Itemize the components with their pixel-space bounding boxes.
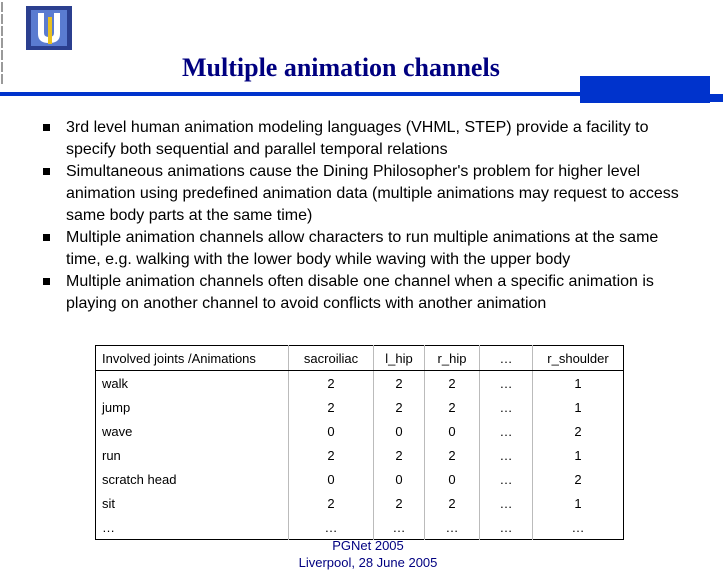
table-cell: jump: [102, 399, 131, 415]
table-row: [96, 371, 624, 396]
square-bullet-icon: [43, 278, 50, 285]
table-cell: walk: [102, 375, 129, 391]
table-cell: 2: [289, 395, 374, 419]
table-cell: …: [374, 515, 425, 540]
table-cell: 1: [533, 371, 624, 396]
square-bullet-icon: [43, 168, 50, 175]
table-cell: 2: [374, 443, 425, 467]
table-row: [96, 467, 624, 491]
table-cell: …: [533, 515, 624, 540]
joints-animation-table: [95, 345, 624, 540]
table-cell: …: [480, 443, 533, 467]
table-cell: …: [480, 371, 533, 396]
bullet-item: Simultaneous animations cause the Dining Philosopher's problem for higher level animation using predefined animation data (multiple animations may request to access same body parts at the same time): [36, 161, 696, 227]
bullet-item: Multiple animation channels often disable one channel when a specific animation is playing on another channel to avoid conflicts with another animation: [36, 271, 696, 315]
table-cell: 2: [289, 491, 374, 515]
table-cell: …: [480, 491, 533, 515]
table-header-cell: r_shoulder: [533, 346, 624, 371]
slide-title: Multiple animation channels: [182, 53, 500, 82]
table-cell: 2: [533, 467, 624, 491]
table-cell: 2: [425, 395, 480, 419]
table-cell: wave: [102, 423, 133, 439]
table-cell: …: [480, 395, 533, 419]
table-cell: 0: [289, 419, 374, 443]
slide-footer: [268, 537, 468, 571]
title-accent-block: [580, 76, 710, 103]
table-cell: 0: [289, 467, 374, 491]
footer-event: PGNet 2005: [332, 538, 404, 553]
table-header-cell: r_hip: [425, 346, 480, 371]
university-logo-icon: [22, 0, 78, 54]
table-cell: sit: [102, 495, 115, 511]
bullet-item: 3rd level human animation modeling languages (VHML, STEP) provide a facility to specify both sequential and parallel temporal relations: [36, 117, 696, 161]
table-cell: 2: [425, 371, 480, 396]
table-cell: 2: [374, 491, 425, 515]
table-cell: …: [480, 467, 533, 491]
table-cell: 0: [425, 419, 480, 443]
table-header-cell: l_hip: [374, 346, 425, 371]
table-cell: 1: [533, 443, 624, 467]
bullet-list: [36, 117, 696, 315]
table-cell: 2: [533, 419, 624, 443]
table-cell: 0: [425, 467, 480, 491]
table-cell: 1: [533, 491, 624, 515]
table-row: [96, 395, 624, 419]
table-cell: 1: [533, 395, 624, 419]
table-row: [96, 491, 624, 515]
table-cell: 2: [425, 491, 480, 515]
table-header-cell: …: [480, 346, 533, 371]
table-header-row: [96, 346, 624, 371]
table-cell: …: [102, 519, 115, 535]
table-cell: 0: [374, 419, 425, 443]
table-cell: …: [289, 515, 374, 540]
table-cell: …: [480, 515, 533, 540]
table-cell: scratch head: [102, 471, 177, 487]
title-accent-tick: [710, 94, 723, 102]
table-row: [96, 419, 624, 443]
table-header-cell: Involved joints /Animations: [96, 346, 289, 371]
table-cell: 2: [289, 443, 374, 467]
table-cell: 2: [289, 371, 374, 396]
table-row: [96, 443, 624, 467]
square-bullet-icon: [43, 124, 50, 131]
table-cell: run: [102, 447, 121, 463]
table-cell: …: [425, 515, 480, 540]
table-row: [96, 515, 624, 540]
footer-location-date: Liverpool, 28 June 2005: [298, 555, 438, 570]
title-underline: [0, 92, 710, 96]
square-bullet-icon: [43, 234, 50, 241]
table-cell: 2: [374, 371, 425, 396]
table-cell: 2: [425, 443, 480, 467]
table-cell: 0: [374, 467, 425, 491]
table-header-cell: sacroiliac: [289, 346, 374, 371]
table-cell: 2: [374, 395, 425, 419]
bullet-item: Multiple animation channels allow characters to run multiple animations at the same time, e.g. walking with the lower body while waving with the upper body: [36, 227, 696, 271]
table-cell: …: [480, 419, 533, 443]
